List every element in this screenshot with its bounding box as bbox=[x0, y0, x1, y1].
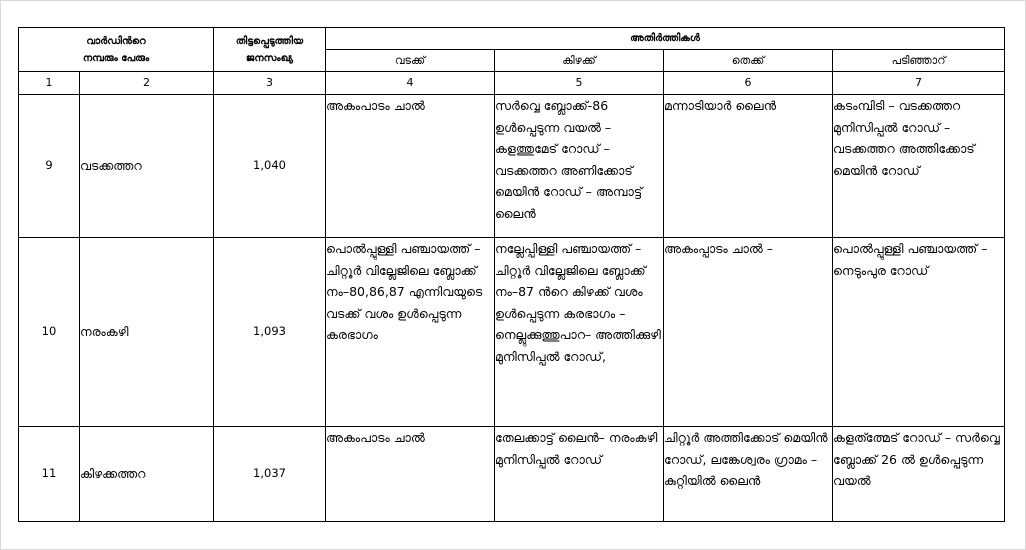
column-number: 6 bbox=[664, 72, 833, 95]
boundary-north: അകംപാടം ചാൽ bbox=[326, 95, 495, 238]
boundary-north: പൊൽപ്പുള്ളി പഞ്ചായത്ത് – ചിറ്റൂർ വില്ലേജിലെ ബ്ലോക്ക് നം–80,86,87 എന്നിവയുടെ വടക്ക് വശം ഉൾപ്പെടുന്ന കരഭാഗം bbox=[326, 238, 495, 427]
ward-population: 1,040 bbox=[214, 95, 326, 238]
header-population-line2: ജനസംഖ്യ bbox=[245, 52, 294, 64]
boundary-south: അകംപ്പാടം ചാൽ – bbox=[664, 238, 833, 427]
header-east: കിഴക്ക് bbox=[495, 50, 664, 72]
header-population bbox=[214, 28, 326, 72]
boundary-east: സർവ്വെ ബ്ലോക്ക്-86 ഉൾപ്പെടുന്ന വയൽ – കളത്തുമേട് റോഡ് – വടക്കത്തറ അണിക്കോട് മെയിൻ റോഡ് – അമ്പാട്ട് ലൈൻ bbox=[495, 95, 664, 238]
boundary-west: പൊൽപ്പുള്ളി പഞ്ചായത്ത് – നെടുംപുര റോഡ് bbox=[833, 238, 1005, 427]
ward-number: 9 bbox=[19, 95, 80, 238]
boundary-east: തേലക്കാട്ട് ലൈൻ– നരംകഴി മുനിസിപ്പൽ റോഡ് bbox=[495, 427, 664, 522]
header-ward-name bbox=[19, 28, 214, 72]
ward-population: 1,037 bbox=[214, 427, 326, 522]
boundary-west: കളത്ത്മേട് റോഡ് – സർവ്വെ ബ്ലോക്ക് 26 ൽ ഉൾപ്പെടുന്ന വയൽ bbox=[833, 427, 1005, 522]
header-south: തെക്ക് bbox=[664, 50, 833, 72]
boundary-south: ചിറ്റൂർ അത്തിക്കോട് മെയിൻ റോഡ്, ലങ്കേശ്വരം ഗ്രാമം – കുറ്റിയിൽ ലൈൻ bbox=[664, 427, 833, 522]
column-number: 4 bbox=[326, 72, 495, 95]
boundary-south: മന്നാടിയാർ ലൈൻ bbox=[664, 95, 833, 238]
header-ward-name-line2: നമ്പരും പേരും bbox=[82, 52, 150, 64]
header-boundaries: അതിർത്തികൾ bbox=[326, 28, 1005, 50]
ward-name: നരംകഴി bbox=[80, 238, 214, 427]
table-row bbox=[19, 95, 1005, 238]
column-number: 1 bbox=[19, 72, 80, 95]
column-number-row bbox=[19, 72, 1005, 95]
boundary-north: അകംപാടം ചാൽ bbox=[326, 427, 495, 522]
column-number: 3 bbox=[214, 72, 326, 95]
ward-number: 10 bbox=[19, 238, 80, 427]
column-number: 2 bbox=[80, 72, 214, 95]
ward-population: 1,093 bbox=[214, 238, 326, 427]
header-west: പടിഞ്ഞാറ് bbox=[833, 50, 1005, 72]
ward-boundary-table bbox=[18, 27, 1005, 522]
header-ward-name-line1: വാർഡിൻറെ bbox=[86, 35, 146, 47]
boundary-east: നല്ലേപ്പിള്ളി പഞ്ചായത്ത് – ചിറ്റൂർ വില്ലേജിലെ ബ്ലോക്ക് നം–87 ൻറെ കിഴക്ക് വശം ഉൾപ്പെടുന്ന കരഭാഗം – നെല്ലുക്കുത്തുപാറ– അത്തിക്കുഴി മുനിസിപ്പൽ റോഡ്, bbox=[495, 238, 664, 427]
table-row bbox=[19, 427, 1005, 522]
ward-number: 11 bbox=[19, 427, 80, 522]
boundary-west: കടംമ്പിടി – വടക്കത്തറ മുനിസിപ്പൽ റോഡ് – വടക്കത്തറ അത്തിക്കോട് മെയിൻ റോഡ് bbox=[833, 95, 1005, 238]
ward-name: വടക്കത്തറ bbox=[80, 95, 214, 238]
ward-name: കിഴക്കത്തറ bbox=[80, 427, 214, 522]
column-number: 5 bbox=[495, 72, 664, 95]
column-number: 7 bbox=[833, 72, 1005, 95]
table-row bbox=[19, 238, 1005, 427]
header-population-line1: തിട്ടപ്പെടുത്തിയ bbox=[235, 35, 304, 47]
header-north: വടക്ക് bbox=[326, 50, 495, 72]
